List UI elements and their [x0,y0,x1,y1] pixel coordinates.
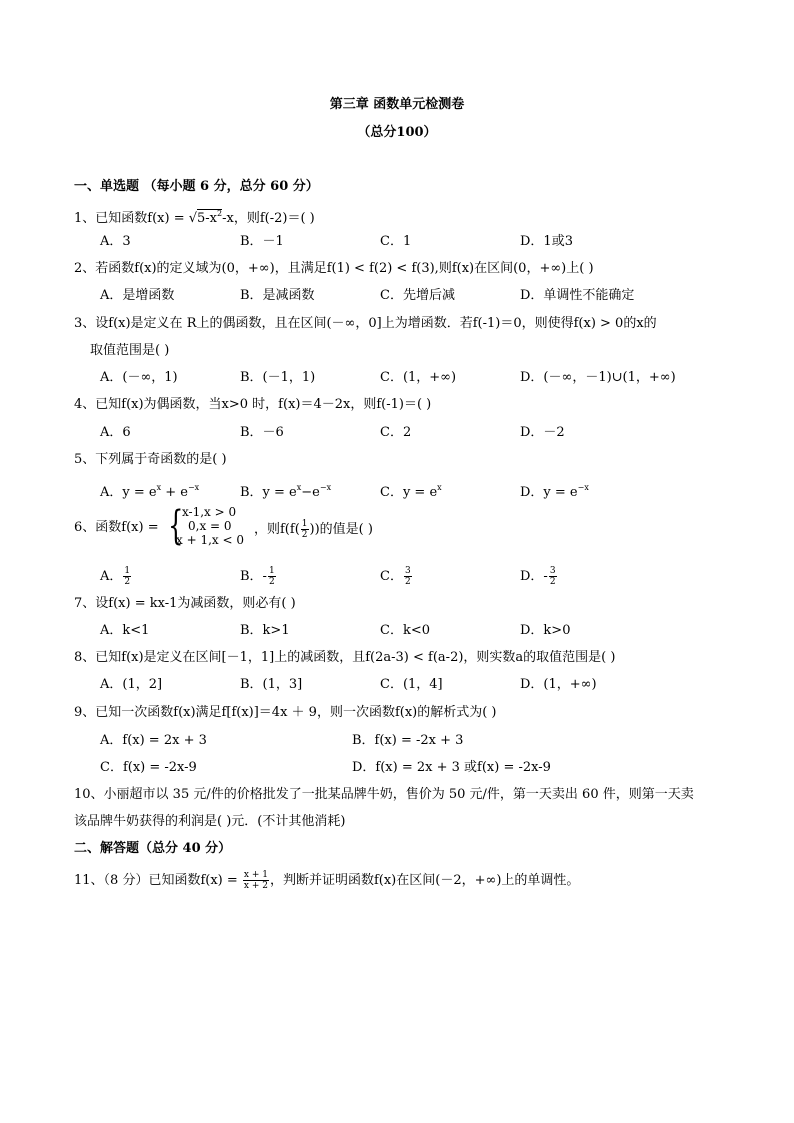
q6-option-b: B．- $\frac{1}{2}$ [240,566,275,587]
q9-option-d: D．f(x) = 2x + 3 或f(x) = -2x-9 [352,760,551,775]
q5-option-b: B．$y = e^x-e^{-x}$ [240,483,332,500]
q2-option-a: A．是增函数 [100,288,175,303]
question-9: 9、已知一次函数f(x)满足f[f(x)]＝4x ＋ 9，则一次函数f(x)的解析式为( ) [74,705,497,720]
q3-option-d: D．(－∞，－1)∪(1，+∞) [520,370,676,385]
q1-option-c: C．1 [380,234,412,249]
q4-option-d: D．－2 [520,425,565,440]
q2-option-c: C．先增后减 [380,288,455,303]
question-8: 8、已知f(x)是定义在区间[－1，1]上的减函数，且f(2a-3) < f(a-2)，则实数a的取值范围是( ) [74,650,616,665]
q8-option-d: D．(1，+∞) [520,677,597,692]
q9-option-c: C．f(x) = -2x-9 [100,760,197,775]
question-6-rest: ，则f(f( $\frac{1}{2}$ ))的值是( ) [254,519,373,540]
section-heading-2: 二、解答题（总分 40 分） [74,841,232,856]
q7-option-d: D．k>0 [520,623,571,638]
q6-option-d: D．- $\frac{3}{2}$ [520,566,556,587]
q2-option-d: D．单调性不能确定 [520,288,635,303]
q1-text-a: 1、已知函数f(x) = [74,211,189,226]
q1-option-b: B．－1 [240,234,284,249]
q4-option-a: A．6 [100,425,131,440]
q3-option-a: A．(－∞，1) [100,370,178,385]
q4-option-c: C．2 [380,425,412,440]
q1-radicand: $5-x^2$ [197,209,223,226]
piece-2: 0,x = 0 [188,519,232,533]
page-title: 第三章 函数单元检测卷 [329,97,465,112]
q7-option-a: A．k<1 [100,623,150,638]
question-11: 11、（8 分）已知函数f(x) = $\frac{x + 1}{x + 2}$ ，判断并证明函数f(x)在区间(－2，+∞)上的单调性。 [74,870,580,891]
question-3-line-1: 3、设f(x)是定义在 R上的偶函数，且在区间(－∞，0]上为增函数．若f(-1)＝0，则使得f(x) > 0的x的 [74,316,657,331]
question-10-line-1: 10、小丽超市以 35 元/件的价格批发了一批某品牌牛奶，售价为 50 元/件，第一天卖出 60 件，则第一天卖 [74,787,694,802]
q1-option-d: D．1或3 [520,234,573,249]
sqrt-symbol: √ [188,211,198,226]
q1-option-a: A．3 [100,234,131,249]
question-6-prefix: 6、函数f(x) = [74,520,159,535]
q3-option-b: B．(－1，1) [240,370,316,385]
q5-option-d: D．$y = e^{-x}$ [520,483,589,500]
q6-option-c: C． $\frac{3}{2}$ [380,566,411,587]
q2-option-b: B．是减函数 [240,288,315,303]
q9-option-a: A．f(x) = 2x + 3 [100,733,207,748]
q1-text-b: -x，则f(-2)＝( ) [222,211,315,226]
question-2: 2、若函数f(x)的定义域为(0，+∞)，且满足f(1) < f(2) < f(3),则f(x)在区间(0，+∞)上( ) [74,261,594,276]
q4-option-b: B．－6 [240,425,284,440]
q5-option-c: C．$y = e^x$ [380,483,442,500]
q7-option-c: C．k<0 [380,623,430,638]
question-3-line-2: 取值范围是( ) [90,343,170,358]
question-4: 4、已知f(x)为偶函数，当x>0 时，f(x)＝4－2x，则f(-1)＝( ) [74,397,432,412]
piecewise-brace: { [168,503,184,549]
q8-option-c: C．(1，4] [380,677,443,692]
q7-option-b: B．k>1 [240,623,290,638]
q8-option-b: B．(1，3] [240,677,303,692]
question-10-line-2: 该品牌牛奶获得的利润是( )元．(不计其他消耗) [74,814,346,829]
page-subtitle: （总分100） [357,125,437,140]
question-1 [74,205,315,228]
q3-option-c: C．(1，+∞) [380,370,457,385]
section-heading-1: 一、单选题 （每小题 6 分，总分 60 分） [74,179,319,194]
q5-option-a: A．$y = e^x + e^{-x}$ [100,483,200,500]
piece-3: x + 1,x < 0 [176,533,244,547]
q8-option-a: A．(1，2] [100,677,163,692]
question-7: 7、设f(x) = kx-1为减函数，则必有( ) [74,596,296,611]
q6-option-a: A． $\frac{1}{2}$ [100,566,131,587]
piece-1: x-1,x > 0 [182,505,237,519]
question-5: 5、下列属于奇函数的是( ) [74,452,227,467]
q9-option-b: B．f(x) = -2x + 3 [352,733,464,748]
